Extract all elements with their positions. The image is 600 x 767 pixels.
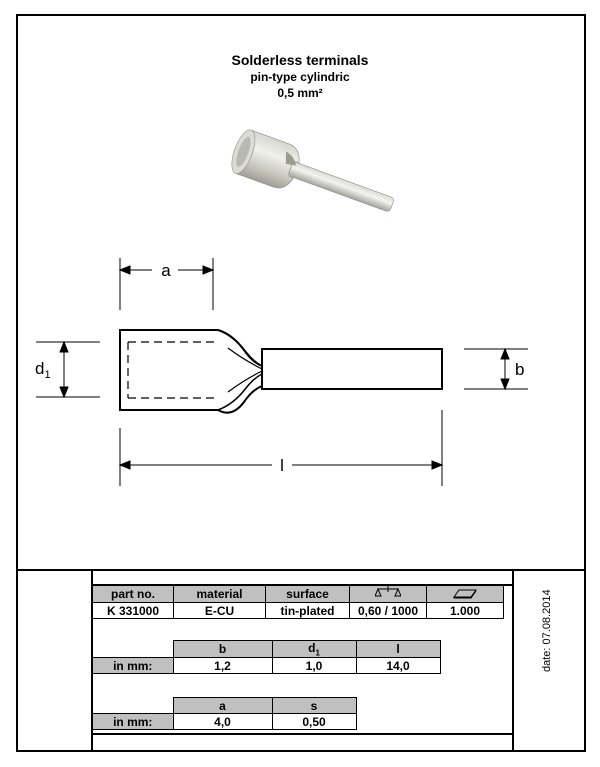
- table-row: [93, 658, 441, 674]
- table-header-row: [93, 698, 357, 714]
- drawing-date: date: 07.08.2014: [541, 589, 553, 672]
- terminal-render-image: [227, 127, 400, 227]
- header-packing: [350, 586, 427, 603]
- cell-b: 1,2: [173, 658, 272, 674]
- terminal-outline: [120, 330, 442, 413]
- row-label-in-mm: in mm:: [93, 714, 174, 730]
- header-s: s: [272, 698, 356, 714]
- cell-material: E-CU: [174, 603, 266, 619]
- cross-section-size: 0,5 mm²: [277, 86, 323, 100]
- page-subtitle: pin-type cylindric: [250, 70, 350, 84]
- dimension-a-label: a: [161, 261, 171, 280]
- dimension-b-label: b: [515, 360, 525, 379]
- table-row: [93, 714, 357, 730]
- cell-d1: 1,0: [272, 658, 356, 674]
- header-l: l: [356, 641, 440, 658]
- cell-packing: 0,60 / 1000: [350, 603, 427, 619]
- header-quantity: [427, 586, 504, 603]
- dimension-l-label: l: [280, 456, 284, 475]
- page-title: Solderless terminals: [231, 52, 369, 68]
- table-header-row: [93, 586, 504, 603]
- header-part-no: part no.: [93, 586, 174, 603]
- spec-table-dimensions-1: [92, 640, 441, 674]
- dimension-d1-label: $d_1$: [35, 359, 51, 381]
- scale-icon: [375, 586, 401, 599]
- header-a: a: [173, 698, 272, 714]
- cell-s: 0,50: [272, 714, 356, 730]
- cell-l: 14,0: [356, 658, 440, 674]
- spec-table-dimensions-2: [92, 697, 357, 730]
- cell-a: 4,0: [173, 714, 272, 730]
- table-row: [93, 603, 504, 619]
- table-header-row: [93, 641, 441, 658]
- header-d1: $d_1$: [272, 641, 356, 658]
- blank-cell: [93, 641, 174, 658]
- header-b: b: [173, 641, 272, 658]
- cell-part-no: K 331000: [93, 603, 174, 619]
- spec-table-main: [92, 585, 504, 619]
- cell-quantity: 1.000: [427, 603, 504, 619]
- header-material: material: [174, 586, 266, 603]
- header-surface: surface: [266, 586, 350, 603]
- row-label-in-mm: in mm:: [93, 658, 174, 674]
- box-icon: [452, 586, 478, 599]
- blank-cell: [93, 698, 174, 714]
- cell-surface: tin-plated: [266, 603, 350, 619]
